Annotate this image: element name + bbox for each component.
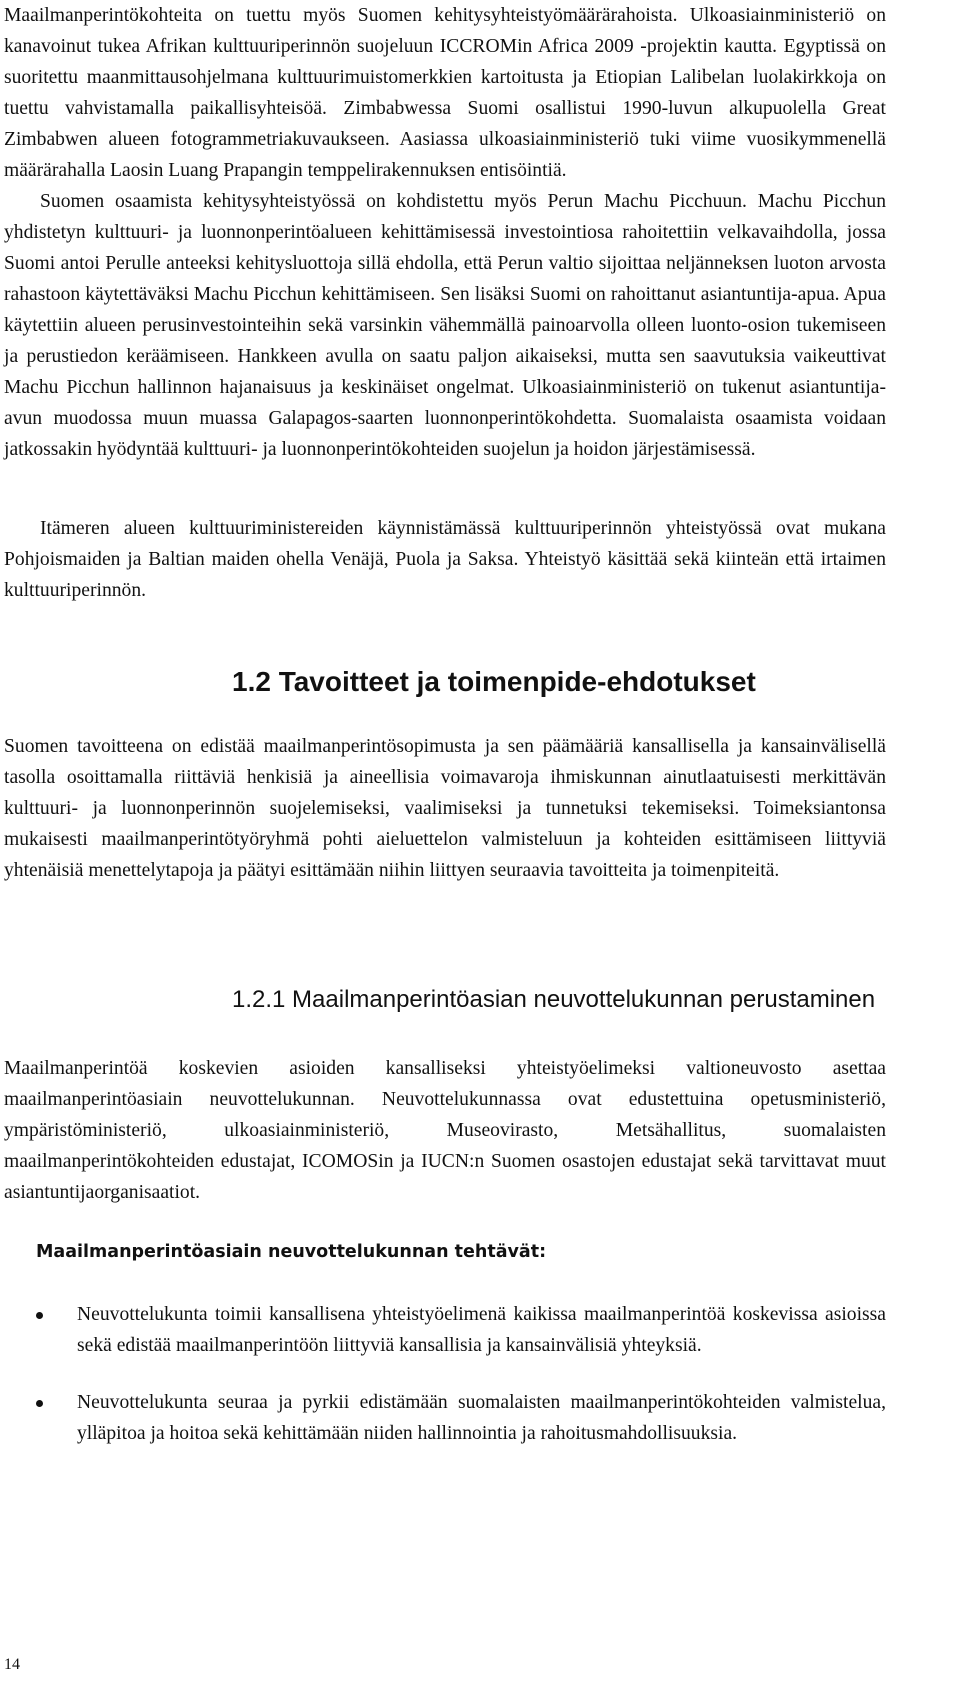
paragraph-advisory-board: Maailmanperintöä koskevien asioiden kansalliseksi yhteistyöelimeksi valtioneuvosto asettaa maailmanperintöasiain neuvottelukunnan. Neuvottelukunnassa ovat edustettuina opetusministeriö, ympäristöministeriö, ulkoasiainministeriö, Museovirasto, Metsähallitus, suomalaisten maailmanperintökohteiden edustajat, ICOMOSin ja IUCN:n Suomen osastojen edustajat sekä tarvittavat muut asiantuntijaorganisaatiot. — [4, 1058, 886, 1203]
tasks-heading: Maailmanperintöasiain neuvottelukunnan tehtävät: — [36, 1242, 547, 1262]
paragraph-baltic: Itämeren alueen kulttuuriministereiden käynnistämässä kulttuuriperinnön yhteistyössä ovat mukana Pohjoismaiden ja Baltian maiden ohella Venäjä, Puola ja Saksa. Yhteistyö käsittää sekä kiinteän että irtaimen kulttuuriperinnön. — [4, 518, 886, 601]
paragraph-cooperation-text: Maailmanperintökohteita on tuettu myös Suomen kehitysyhteistyömäärärahoista. Ulkoasiainministeriö on kanavoinut tukea Afrikan kulttuuriperinnön suojeluun ICCROMin Africa 2009 -projektin kautta. Egyptissä on suoritettu maanmittausohjelmana kulttuurimuistomerkkien kartoitusta ja Etiopian Lalibelan luolakirkkoja on tuettu vahvistamalla paikallisyhteisöä. Zimbabwessa Suomi osallistui 1990-luvun alkupuolella Great Zimbabwen alueen fotogrammetriakuvaukseen. Aasiassa ulkoasiainministeriö tuki viime vuosikymmenellä määrärahalla Laosin Luang Prapangin temppelirakennuksen entisöintiä. — [4, 5, 886, 181]
list-item-text: Neuvottelukunta seuraa ja pyrkii edistämään suomalaisten maailmanperintökohteiden valmistelua, ylläpitoa ja hoitoa sekä kehittämään niiden hallinnointia ja rahoitusmahdollisuuksia. — [77, 1392, 886, 1444]
list-item — [0, 1299, 886, 1361]
bullet-icon — [36, 1400, 43, 1407]
paragraph-cooperation — [4, 0, 886, 465]
paragraph-peru-text: Suomen osaamista kehitysyhteistyössä on kohdistettu myös Perun Machu Picchuun. Machu Picchun yhdistetyn kulttuuri- ja luonnonperintöalueen kehittämisessä investointiosa rahoitettiin velkavaihdolla, jossa Suomi antoi Perulle anteeksi kehitysluottoja sillä ehdolla, että Perun valtio sijoittaa neljänneksen luoton arvosta rahastoon käytettäväksi Machu Picchun kehittämiseen. Sen lisäksi Suomi on rahoittanut asiantuntija-apua. Apua käytettiin alueen perusinvestointeihin sekä varsinkin vähemmällä painoarvolla olleen luonto-osion tukemiseen ja perustiedon keräämiseen. Hankkeen avulla on saatu paljon aikaiseksi, mutta sen saavutuksia vaikeuttivat Machu Picchun hallinnon hajanaisuus ja keskinäiset ongelmat. Ulkoasiainministeriö on tukenut asiantuntija-avun muodossa muun muassa Galapagos-saarten luonnonperintökohdetta. Suomalaista osaamista voidaan jatkossakin hyödyntää kulttuuri- ja luonnonperintökohteiden suojelun ja hoidon järjestämisessä. — [4, 191, 886, 460]
paragraph-goals: Suomen tavoitteena on edistää maailmanperintösopimusta ja sen päämääriä kansallisella ja kansainvälisellä tasolla osoittamalla riittäviä henkisiä ja aineellisia voimavaroja ihmiskunnan ainutlaatuisesti merkittävän kulttuuri- ja luonnonperinnön suojelemiseksi, vaalimiseksi ja tunnetuksi tekemiseksi. Toimeksiantonsa mukaisesti maailmanperintötyöryhmä pohti aieluettelon valmisteluun ja kohteiden esittämiseen liittyviä yhtenäisiä menettelytapoja ja päätyi esittämään niihin liittyen seuraavia tavoitteita ja toimenpiteitä. — [4, 736, 886, 881]
bullet-icon — [36, 1312, 43, 1319]
list-item-text: Neuvottelukunta toimii kansallisena yhteistyöelimenä kaikissa maailmanperintöä koskevissa asioissa sekä edistää maailmanperintöön liittyviä kansallisia ja kansainvälisiä yhteyksiä. — [77, 1304, 886, 1356]
tasks-list — [0, 1299, 886, 1475]
section-heading: 1.2 Tavoitteet ja toimenpide-ehdotukset — [232, 666, 756, 697]
subsection-heading: 1.2.1 Maailmanperintöasian neuvottelukunnan perustaminen — [232, 986, 876, 1013]
page-number: 14 — [4, 1656, 20, 1673]
list-item — [0, 1387, 886, 1449]
